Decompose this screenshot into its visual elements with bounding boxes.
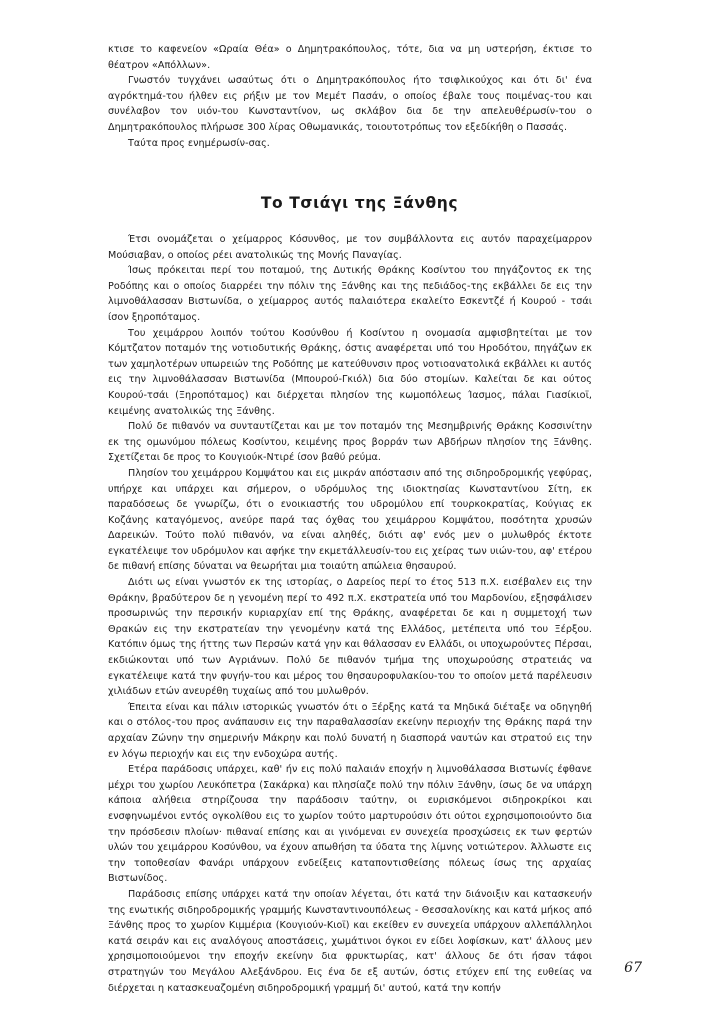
intro-paragraph: Γνωστόν τυγχάνει ωσαύτως ότι ο Δημητρακόπουλος ήτο τσιφλικούχος και ότι δι' ένα αγρόκτημά-του ήλθεν εις ρήξιν με τον Μεμέτ Πασάν, ο οποίος έβαλε τους ποιμένας-του και συνέλαβον τον υιόν-του Κωνσταντίνον, ως σκλάβον δια δε την απελευθέρωσίν-του ο Δημητρακόπουλος πλήρωσε 300 λίρας Οθωμανικάς, τοιουτοτρόπως τον εξεδίκήθη ο Πασσάς.: [108, 75, 592, 133]
intro-paragraph: Ταύτα προς ενημέρωσίν-σας.: [128, 137, 270, 149]
body-paragraph: Πλησίον του χειμάρρου Κομψάτου και εις μικράν απόστασιν από της σιδηροδρομικής γεφύρας, υπήρχε και υπάρχει και σήμερον, ο υδρόμυλος της ιδιοκτησίας Κωνσταντίνου Σίτη, εκ παραδόσεως δε γνωρίζω, ότι ο ενοικιαστής του υδρομύλου επί τουρκοκρατίας, Κούγιας εκ Κοζάνης καταγόμενος, ανεύρε παρά τας όχθας του χειμάρρου Κομψάτου, ποσότητα χρυσών Δαρεικών. Τούτο πολύ πιθανόν, να είναι αληθές, διότι αφ' ενός μεν ο μυλωθρός έκτοτε εγκατέλειψε τον υδρόμυλον και αφήκε την εκμετάλλευσίν-του εις χείρας των υιών-του, αφ' ετέρου δε πιθανή επίσης δύναται να θεωρήται μια τοιαύτη απώλεια θησαυρού.: [108, 467, 592, 573]
body-paragraph: Ίσως πρόκειται περί του ποταμού, της Δυτικής Θράκης Κοσίντου του πηγάζοντος εκ της Ροδόπης και ο οποίος διαρρέει την πόλιν της Ξάνθης και της πεδιάδος-της εκβάλλει δε εις την λιμνοθάλασσαν Βιστωνίδα, ο χείμαρρος αυτός παλαιότερα εκαλείτο Εσκεντζέ ή Κουρού - τσάι ίσον ξηροπόταμος.: [108, 265, 592, 323]
body-paragraph: Παράδοσις επίσης υπάρχει κατά την οποίαν λέγεται, ότι κατά την διάνοιξιν και κατασκευήν της ενωτικής σιδηροδρομικής γραμμής Κωνσταντινουπόλεως - Θεσσαλονίκης και κατά μήκος από Ξάνθης προς το χωρίον Κιμμέρια (Κουγιούν-Κιοϊ) και εκείθεν εν συνεχεία υπάρχουν αλλεπάλληλοι κατά σειράν και εις αναλόγους αποστάσεις, χωμάτινοι όγκοι εν είδει λοφίσκων, κατ' άλλους μεν χρησιμοποιούμενοι την εποχήν εκείνην δια φρυκτωρίας, κατ' άλλους δε ότι ήσαν τάφοι στρατηγών του Μεγάλου Αλεξάνδρου. Εις ένα δε εξ αυτών, όστις ετύχεν επί της ευθείας να διέρχεται η κατασκευαζομένη σιδηροδρομική γραμμή δι' αυτού, κατά την κοπήν: [108, 888, 592, 994]
section-title: Το Τσιάγι της Ξάνθης: [260, 194, 459, 212]
section-body: [108, 232, 592, 996]
body-paragraph: Έπειτα είναι και πάλιν ιστορικώς γνωστόν ότι ο Ξέρξης κατά τα Μηδικά διέταξε να οδηγηθή και ο στόλος-του προς ανάπαυσιν εις την παραθαλασσίαν εκείνην περιοχήν της Θράκης παρά την αρχαίαν Ζώνην την σημερινήν Μάκρην και πολύ δυνατή η διασπορά ναυτών και στρατού εις την εν λόγω περιοχήν και εις την ενδοχώρα αυτής.: [108, 701, 592, 760]
intro-text: [108, 42, 592, 151]
body-paragraph: Του χειμάρρου λοιπόν τούτου Κοσύνθου ή Κοσίντου η ονομασία αμφισβητείται με τον Κόμτζατον ποταμόν της νοτιοδυτικής Θράκης, όστις αναφέρεται υπό του Ηροδότου, πηγάζων εκ των χαμηλοτέρων υπωρειών της Ροδόπης με κατεύθυνσιν προς νοτιοανατολικά εκβάλλει κι αυτός εις την λιμνοθάλασσαν Βιστωνίδα (Μπουρού-Γκιόλ) δια δύο στομίων. Καλείται δε και ούτος Κουρού-τσάι (Ξηροπόταμος) και διέρχεται πλησίον της κωμοπόλεως Ίασμος, πάλαι Γιασίκιοϊ, κειμένης ανατολικώς της Ξάνθης.: [108, 327, 592, 417]
body-paragraph: Διότι ως είναι γνωστόν εκ της ιστορίας, ο Δαρείος περί το έτος 513 π.Χ. εισέβαλεν εις την Θράκην, βραδύτερον δε η γενομένη περί το 492 π.Χ. εκστρατεία υπό του Μαρδονίου, εξησφάλισεν προσωρινώς την περσικήν κυριαρχίαν επί της Θράκης, αναφέρεται δε και η συμμετοχή των Θρακών εις την εκστρατείαν την γενομένην κατά της Ελλάδος, μετέπειτα υπό του Ξέρξου. Κατόπιν όμως της ήττης των Περσών κατά γην και θάλασσαν εν Ελλάδι, οι υποχωρούντες Πέρσαι, εκδιώκονται υπό των Αγριάνων. Πολύ δε πιθανόν τμήμα της υποχωρούσης στρατειάς να εγκατέλειψε κατά την φυγήν-του και μέρος του θησαυροφυλακίου-του το οποίον μετά παρέλευσιν χιλιάδων ετών ανευρέθη τυχαίως από του μυλωθρόν.: [108, 577, 592, 698]
page-number: 67: [624, 960, 642, 976]
intro-paragraph: κτισε το καφενείον «Ωραία Θέα» ο Δημητρακόπουλος, τότε, δια να μη υστερήση, έκτισε το θέατρον «Απόλλων».: [108, 44, 592, 71]
body-paragraph: Ετέρα παράδοσις υπάρχει, καθ' ήν εις πολύ παλαιάν εποχήν η λιμνοθάλασσα Βιστωνίς έφθανε μέχρι του χωρίου Λευκόπετρα (Σακάρκα) και πλησίαζε πολύ την πόλιν Ξάνθην, ίσως δε να υπάρχη κάποια αλήθεια στηρίζουσα την παράδοσιν ταύτην, οι ευρισκόμενοι σιδηροκρίκοι και ενσφηνωμένοι εντός ογκολίθου εις το χωρίον τούτο μαρτυρούσιν ότι ούτοι εχρησιμοποιούντο δια την πρόσδεσιν πλοίων· πιθαναί επίσης και αι γινόμεναι εν συνεχεία προσχώσεις εκ των φερτών υλών του χειμάρρου Κοσύνθου, να έχουν απωθήση τα ύδατα της λίμνης νοτιώτερον. Άλλωστε εις την τοποθεσίαν Φανάρι υπάρχουν ενδείξεις καταποντισθείσης πόλεως ίσως της αρχαίας Βιστωνίδος.: [108, 764, 592, 885]
body-paragraph: Πολύ δε πιθανόν να συνταυτίζεται και με τον ποταμόν της Μεσημβρινής Θράκης Κοσσινίτην εκ της ομωνύμου πόλεως Κοσίντου, κειμένης προς βορράν των Αβδήρων πλησίον της Ξάνθης. Σχετίζεται δε προς το Κουγιούκ-Ντιρέ ίσον βαθύ ρεύμα.: [108, 421, 592, 464]
body-paragraph: Έτσι ονομάζεται ο χείμαρρος Κόσυνθος, με τον συμβάλλοντα εις αυτόν παραχείμαρρον Μούσιαβαν, ο οποίος ρέει ανατολικώς της Μονής Παναγίας.: [108, 234, 592, 261]
